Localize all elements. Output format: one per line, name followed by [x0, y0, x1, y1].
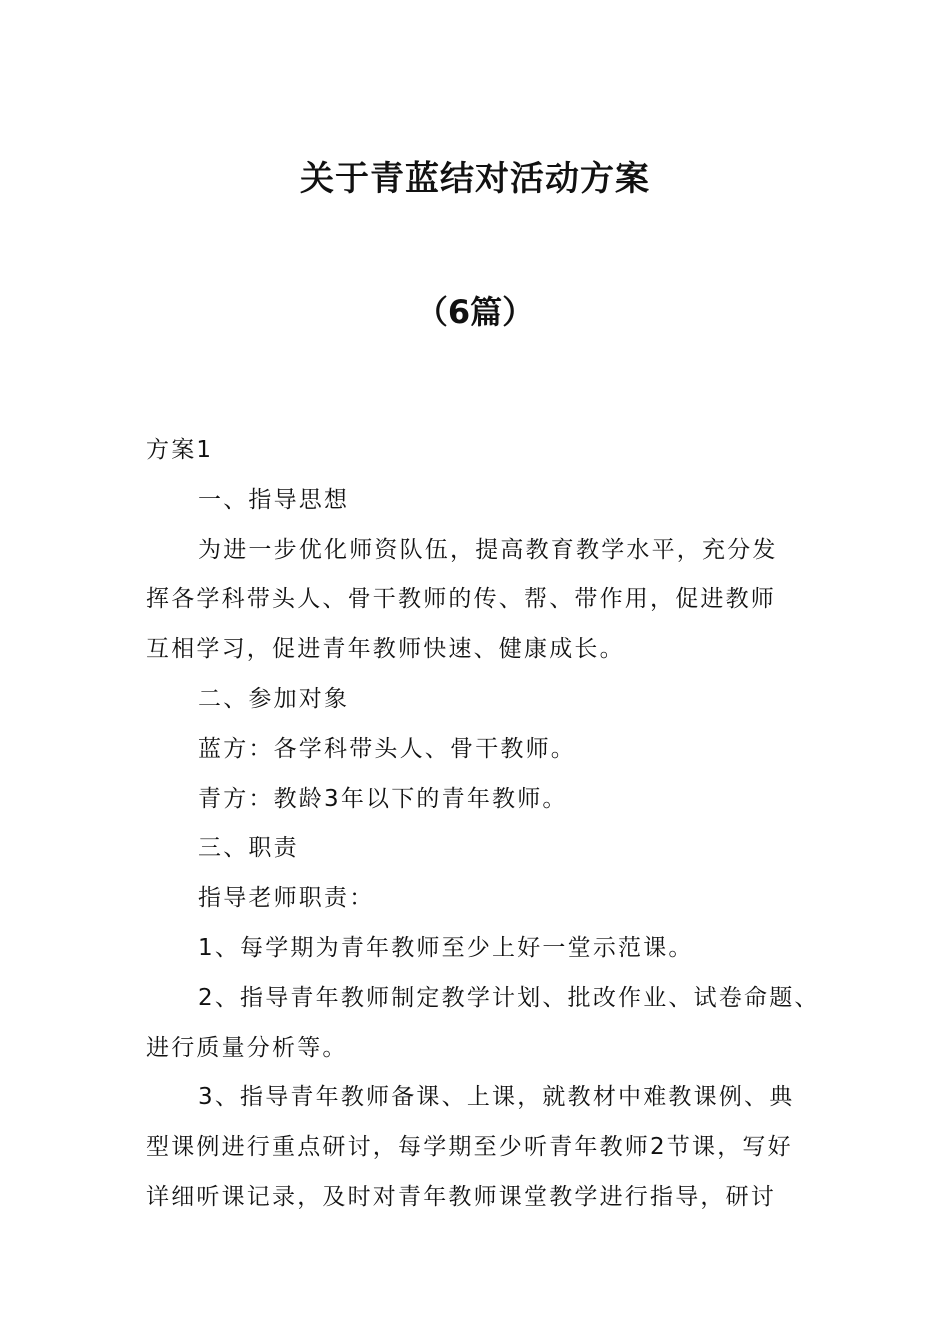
paragraph-line: 进行质量分析等。: [146, 1034, 348, 1061]
paragraph-line: 青方：教龄3年以下的青年教师。: [198, 785, 568, 812]
paragraph-line: 二、参加对象: [198, 685, 350, 712]
paragraph-line: 1、每学期为青年教师至少上好一堂示范课。: [198, 934, 694, 961]
paragraph-line: 方案1: [146, 437, 214, 463]
document-title: 关于青蓝结对活动方案: [300, 159, 650, 199]
document-body: [146, 426, 826, 1223]
paragraph-line: 挥各学科带头人、骨干教师的传、帮、带作用，促进教师: [146, 586, 776, 613]
paragraph-line: 型课例进行重点研讨，每学期至少听青年教师2节课，写好: [146, 1134, 793, 1161]
paragraph-line: 指导老师职责：: [198, 885, 375, 912]
paragraph-line: 互相学习，促进青年教师快速、健康成长。: [146, 636, 625, 663]
paragraph-line: 蓝方：各学科带头人、骨干教师。: [198, 735, 576, 762]
document-subtitle: （6篇）: [415, 293, 535, 331]
paragraph-line: 三、职责: [198, 835, 299, 862]
paragraph-line: 详细听课记录，及时对青年教师课堂教学进行指导，研讨: [146, 1183, 776, 1210]
paragraph-line: 一、指导思想: [198, 486, 350, 513]
paragraph-line: 2、指导青年教师制定教学计划、批改作业、试卷命题、: [198, 984, 820, 1011]
paragraph-line: 3、指导青年教师备课、上课，就教材中难教课例、典: [198, 1084, 795, 1111]
paragraph-line: 为进一步优化师资队伍，提高教育教学水平，充分发: [198, 536, 778, 563]
